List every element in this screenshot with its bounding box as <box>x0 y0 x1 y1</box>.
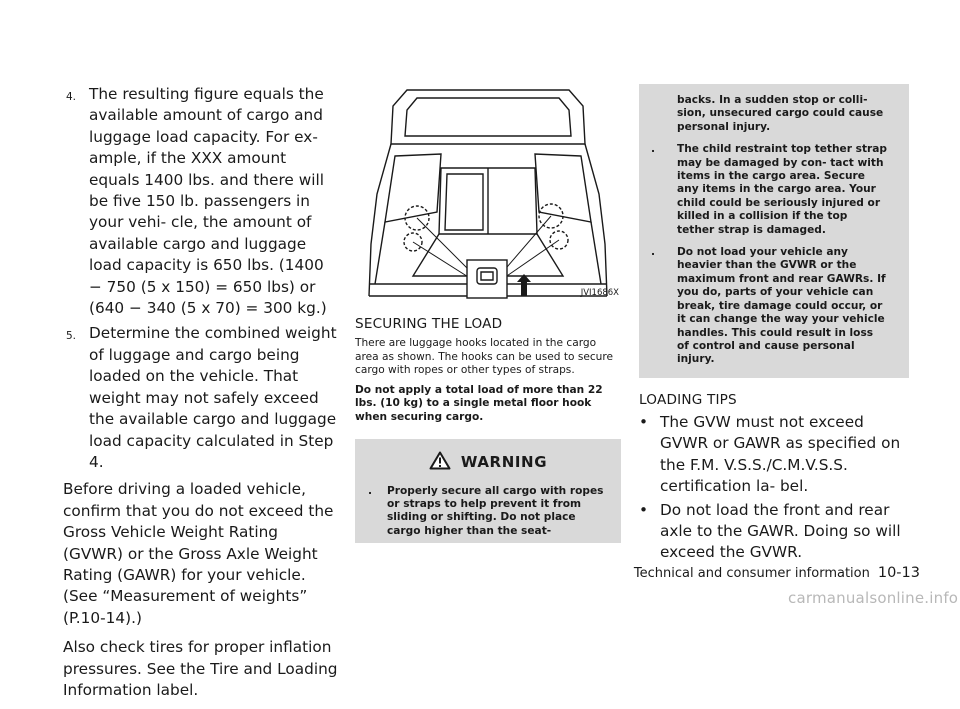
warning-item <box>355 485 621 539</box>
warning-title <box>355 451 621 475</box>
warning-box-continued <box>639 84 909 378</box>
securing-heading: SECURING THE LOAD <box>355 316 503 332</box>
warning-item-text: The child restraint top tether strap may be damaged by con- tact with items in the cargo area. Secure any items in the cargo area. Your child could be seriously injured or killed in a collision if the top tether strap is damaged. <box>677 143 887 236</box>
step-5 <box>63 323 338 473</box>
step-text: Determine the combined weight of luggage and cargo being loaded on the vehicle. That weight may not safely exceed the available cargo and luggage load capacity calculated in Step 4. <box>89 324 337 471</box>
step-4 <box>63 84 338 319</box>
left-column <box>63 84 338 709</box>
bullet: . <box>651 246 656 259</box>
bullet: • <box>639 413 649 431</box>
warning-item <box>639 94 899 134</box>
warning-item-text: Properly secure all cargo with ropes or straps to help prevent it from sliding or shifting. Do not place cargo higher than the seat- <box>387 484 604 537</box>
cargo-hooks-diagram <box>355 84 621 302</box>
right-column <box>639 84 909 566</box>
warning-box <box>355 439 621 543</box>
figure-id: JVI1686X <box>580 288 619 298</box>
loading-tip <box>639 500 909 564</box>
loading-tip-text: The GVW must not exceed GVWR or GAWR as specified on the F.M. V.S.S./C.M.V.S.S. certification la- bel. <box>660 413 901 496</box>
warning-item <box>639 246 899 367</box>
bullet: . <box>651 143 656 156</box>
securing-bold-note: Do not apply a total load of more than 22 lbs. (10 kg) to a single metal floor hook when securing cargo. <box>355 383 603 423</box>
loading-tip <box>639 412 909 498</box>
warning-triangle-icon <box>429 451 451 474</box>
loading-tip-text: Do not load the front and rear axle to the GAWR. Doing so will exceed the GVWR. <box>660 500 901 562</box>
paragraph-tire-inflation: Also check tires for proper inflation pressures. See the Tire and Loading Information label. <box>63 638 338 699</box>
middle-column <box>355 84 621 543</box>
warning-item <box>639 143 899 237</box>
page-number: 10-13 <box>877 565 920 581</box>
bullet: • <box>639 500 649 519</box>
securing-body: There are luggage hooks located in the cargo area as shown. The hooks can be used to secure cargo with ropes or other types of straps. <box>355 337 614 377</box>
page-footer <box>634 565 920 581</box>
warning-item-text: Do not load your vehicle any heavier than the GVWR or the maximum front and rear GAWRs. If you do, parts of your vehicle can break, tire damage could occur, or it can change the way your vehicle handles. This could result in loss of control and cause personal injury. <box>677 246 886 366</box>
bullet: . <box>368 484 373 497</box>
loading-tips-heading: LOADING TIPS <box>639 392 737 408</box>
step-text: The resulting figure equals the available amount of cargo and luggage load capacity. For ex- ample, if the XXX amount equals 1400 lbs. and there will be five 150 lb. passengers in your vehi- cle, the amount of available cargo and luggage load capacity is 650 lbs. (1400 − 750 (5 x 150) = 650 lbs) or (640 − 340 (5 x 70) = 300 kg.) <box>89 85 327 318</box>
cargo-area-illustration <box>355 84 621 302</box>
step-number: 4. <box>66 91 77 103</box>
step-number: 5. <box>66 330 77 343</box>
warning-title-text: WARNING <box>460 452 548 471</box>
warning-item-text: backs. In a sudden stop or colli- sion, unsecured cargo could cause personal injury. <box>677 94 884 133</box>
watermark: carmanualsonline.info <box>788 589 960 611</box>
paragraph-gvwr: Before driving a loaded vehicle, confirm that you do not exceed the Gross Vehicle Weight Rating (GVWR) or the Gross Axle Weight Rating (GAWR) for your vehicle. (See “Measurement of weights” (P.10-14).) <box>63 480 334 627</box>
section-title: Technical and consumer information <box>633 566 870 581</box>
